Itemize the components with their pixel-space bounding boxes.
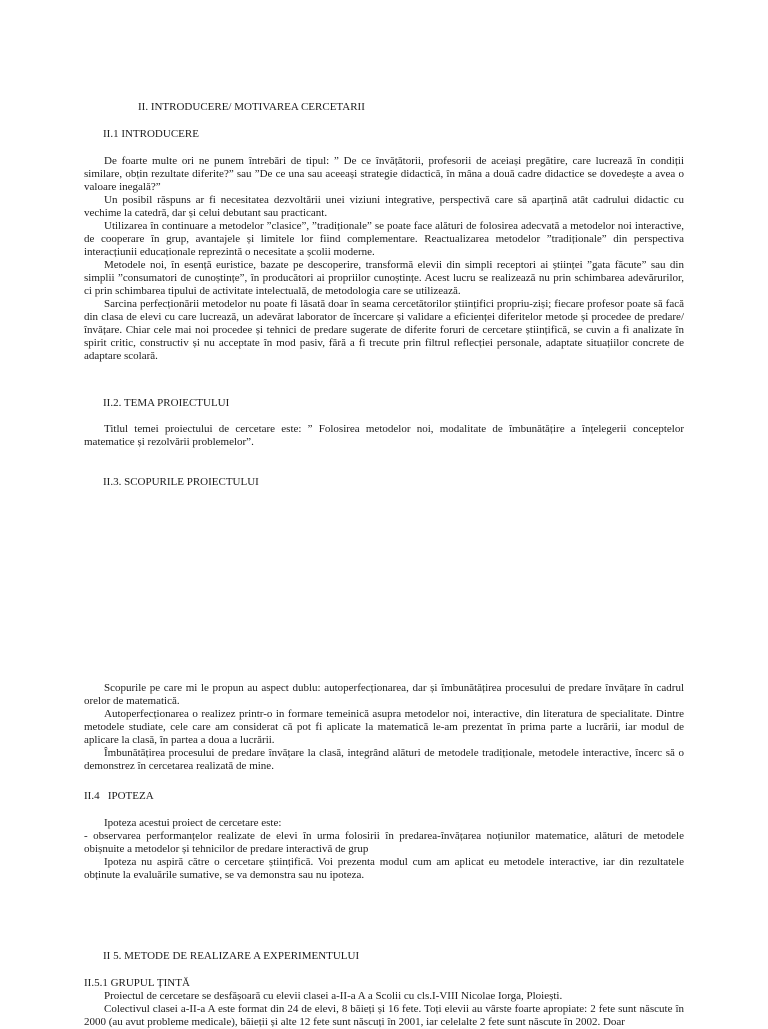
paragraph: Utilizarea în continuare a metodelor ”clasice”, ”tradiționale” se poate face alături de folosirea adecvată a metodelor noi interactive, de cooperare în grup, avantajele și limitele lor fiind complementare. Reactualizarea metodelor ”tradiționale” din perspectiva interacțiunii educaționale reprezintă o necesitate a școlii moderne. [84,220,684,258]
section-heading-scopuri: II.3. SCOPURILE PROIECTULUI [103,476,259,488]
paragraph: Îmbunătățirea procesului de predare învățare la clasă, integrând alături de metodele tradiționale, metodele interactive, încerc să o demonstrez în cercetarea realizată de mine. [84,747,684,772]
grup-block [84,990,684,1029]
paragraph: Ipoteza acestui proiect de cercetare este: [104,817,282,829]
paragraph: Scopurile pe care mi le propun au aspect dublu: autoperfecționarea, dar și îmbunătățirea procesului de predare învățare în cadrul orelor de matematică. [84,682,684,707]
paragraph: Titlul temei proiectului de cercetare este: ” Folosirea metodelor noi, modalitate de îmbunătățire a înțelegerii conceptelor matematice și rezolvării problemelor”. [84,423,684,448]
paragraph: Autoperfecționarea o realizez printr-o in formare temeinică asupra metodelor noi, interactive, din literatura de specialitate. Dintre metodele studiate, cele care am considerat că pot fi aplicate la matematică le-am prezentat în prima parte a lucrării, iar modul de aplicare la clasă, în partea a doua a lucrării. [84,708,684,746]
paragraph: - observarea performanțelor realizate de elevi în urma folosirii în predarea-învățarea noțiunilor matematice, alături de metodele obișnuite a metodelor și tehnicilor de predare interactivă de grup [84,830,684,855]
paragraph: Metodele noi, în esență euristice, bazate pe descoperire, transformă elevii din simpli receptori ai științei ”gata făcute” sau din simplii ”consumatori de cunoștințe”, în producători ai propriilor cunoștințe. Acest lucru se realizează nu prin schimbarea adevărurilor, ci prin schimbarea tipului de activitate intelectuală, de metodologia care se utilizează. [84,259,684,297]
paragraph: Un posibil răspuns ar fi necesitatea dezvoltării unei viziuni integrative, perspectivă care să aparțină atât cadrului didactic cu vechime la catedră, dar și celui debutant sau practicant. [84,194,684,219]
paragraph: Sarcina perfecționării metodelor nu poate fi lăsată doar în seama cercetătorilor științifici propriu-ziși; fiecare profesor poate să facă din clasa de elevi cu care lucrează, un adevărat laborator de încercare și validare a eficienței diferitelor metode și procedee de predare/învățare. Chiar cele mai noi procedee și tehnici de predare sugerate de diferite foruri de cercetare științifică, se cuvin a fi analizate în spirit critic, constructiv și nu acceptate în mod pasiv, fără a fi trecute prin filtrul reflecției personale, adaptate situațiilor concrete de adaptare scolară. [84,298,684,362]
paragraph: Colectivul clasei a-II-a A este format din 24 de elevi, 8 băieți și 16 fete. Toți elevii au vârste foarte apropiate: 2 fete sunt născute în 2000 (au avut probleme medicale), băieții și alte 12 fete sunt născuți în 2001, iar celelalte 2 fete sunt născute în 2002. Doar [84,1003,684,1028]
paragraph: De foarte multe ori ne punem întrebări de tipul: ” De ce învățătorii, profesorii de aceiași pregătire, care lucrează în condiții similare, obțin rezultate diferite?” sau ”De ce una sau aceeași strategie didactică, în mâna a două cadre didactice se dovedește a avea o valoare inegală?” [84,155,684,193]
section-heading-ipoteza: II.4 IPOTEZA [84,790,154,802]
section-heading-metode: II 5. METODE DE REALIZARE A EXPERIMENTULUI [103,950,360,962]
subsection-heading-grup-tinta: II.5.1 GRUPUL ȚINTĂ [84,977,190,989]
scopuri-block [84,682,684,773]
ipoteza-block [84,817,684,882]
intro-block [84,155,684,363]
main-heading: II. INTRODUCERE/ MOTIVAREA CERCETARII [138,101,365,113]
paragraph: Ipoteza nu aspiră către o cercetare științifică. Voi prezenta modul cum am aplicat eu metodele interactive, iar din rezultatele obținute la evaluările sumative, se va demonstra sau nu ipoteza. [84,856,684,881]
section-heading-introducere: II.1 INTRODUCERE [103,128,199,140]
paragraph: Proiectul de cercetare se desfășoară cu elevii clasei a-II-a A a Scolii cu cls.I-VIII Nicolae Iorga, Ploiești. [104,990,563,1002]
tema-block [84,423,684,449]
section-heading-tema: II.2. TEMA PROIECTULUI [103,397,230,409]
